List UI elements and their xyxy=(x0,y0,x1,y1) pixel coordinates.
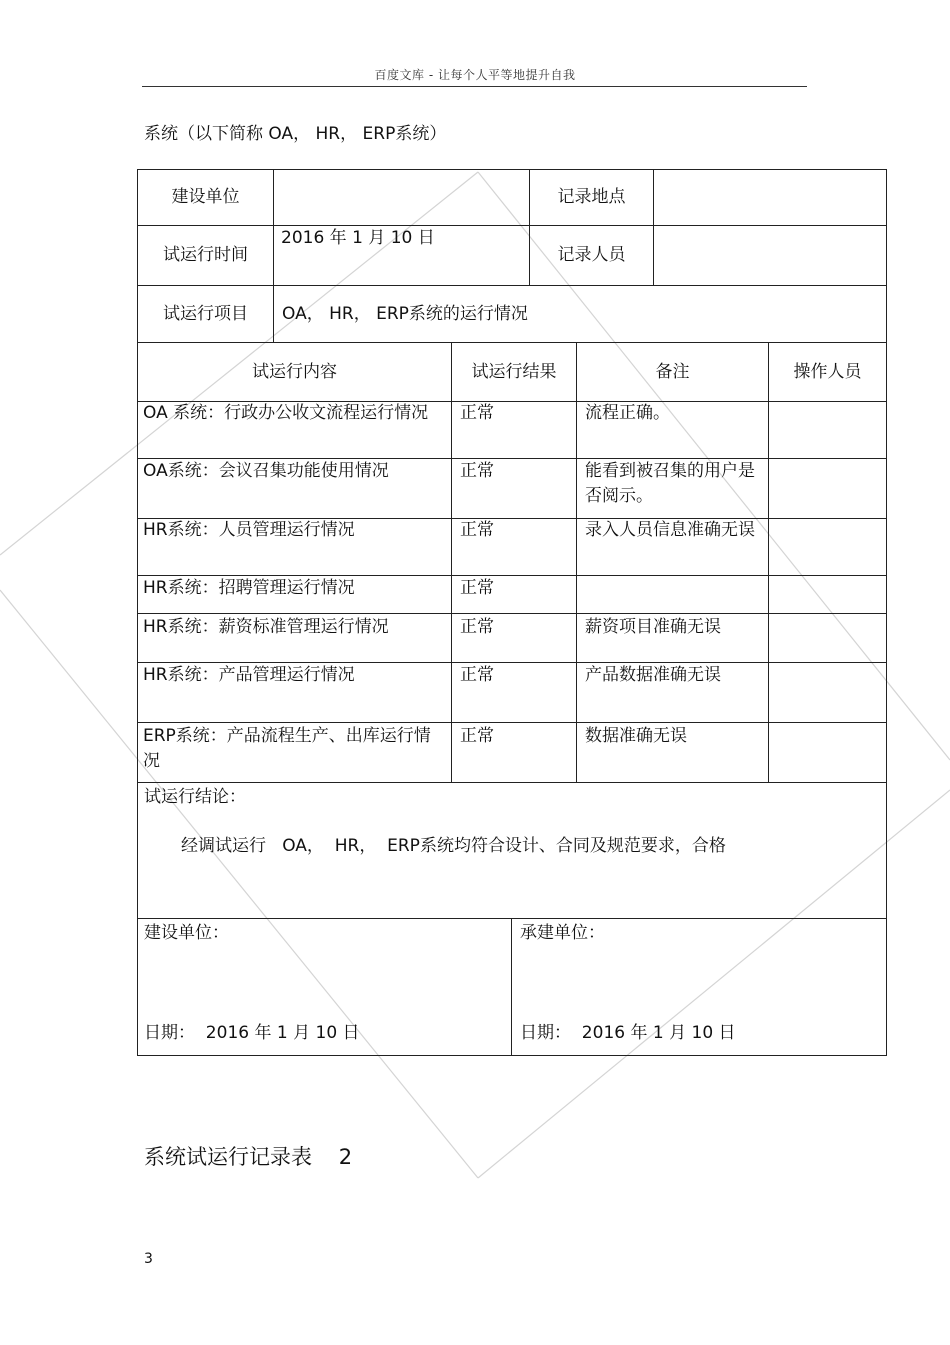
row-operator xyxy=(775,663,880,722)
intro-line: 系统（以下简称 OA， HR， ERP系统） xyxy=(144,124,447,144)
row-note: 薪资项目准确无误 xyxy=(585,617,721,637)
row-result: 正常 xyxy=(460,578,494,598)
recorder-value xyxy=(654,226,886,285)
section-title: 系统试运行记录表 2 xyxy=(144,1145,353,1169)
trial-item-value: OA， HR， ERP系统的运行情况 xyxy=(282,303,528,324)
row-content: ERP系统：产品流程生产、出库运行情况 xyxy=(143,726,431,771)
col-divider xyxy=(511,918,512,1056)
conclusion-label: 试运行结论： xyxy=(144,787,246,807)
record-place-label: 记录地点 xyxy=(557,187,626,207)
row-content: HR系统：招聘管理运行情况 xyxy=(143,578,355,598)
row-result: 正常 xyxy=(460,617,494,637)
row-divider xyxy=(137,722,887,723)
row-note: 能看到被召集的用户是否阅示。 xyxy=(585,461,755,506)
col-divider xyxy=(768,342,769,783)
header-divider xyxy=(142,86,807,87)
page-number: 3 xyxy=(144,1251,153,1267)
row-content: OA 系统：行政办公收文流程运行情况 xyxy=(143,403,429,423)
row-content: HR系统：产品管理运行情况 xyxy=(143,665,355,685)
row-operator xyxy=(775,518,880,575)
row-note: 录入人员信息准确无误 xyxy=(585,520,755,540)
recorder-label: 记录人员 xyxy=(557,245,626,265)
row-note: 数据准确无误 xyxy=(585,726,687,746)
trial-time-label: 试运行时间 xyxy=(163,245,248,265)
row-operator xyxy=(775,459,880,518)
contractor-sign-label: 承建单位： xyxy=(520,923,605,943)
contractor-date: 日期： 2016 年 1 月 10 日 xyxy=(520,1023,736,1043)
row-content: HR系统：薪资标准管理运行情况 xyxy=(143,617,389,637)
row-divider xyxy=(137,613,887,614)
trial-item-label: 试运行项目 xyxy=(163,303,248,324)
conclusion-text: 经调试运行 OA， HR， ERP系统均符合设计、合同及规范要求，合格 xyxy=(181,836,726,856)
col-divider xyxy=(576,342,577,783)
build-unit-label: 建设单位 xyxy=(171,187,240,207)
row-divider xyxy=(137,918,887,919)
row-operator xyxy=(775,615,880,662)
row-result: 正常 xyxy=(460,665,494,685)
page-header: 百度文库 - 让每个人平等地提升自我 xyxy=(374,68,576,82)
build-unit-date: 日期： 2016 年 1 月 10 日 xyxy=(144,1023,360,1043)
row-content: OA系统：会议召集功能使用情况 xyxy=(143,461,389,481)
table-border-bottom xyxy=(137,1055,887,1056)
row-note: 流程正确。 xyxy=(585,403,670,423)
trial-time-value: 2016 年 1 月 10 日 xyxy=(281,228,435,248)
header-result: 试运行结果 xyxy=(471,361,557,382)
row-result: 正常 xyxy=(460,403,494,423)
row-result: 正常 xyxy=(460,520,494,540)
header-note: 备注 xyxy=(655,361,690,382)
row-result: 正常 xyxy=(460,726,494,746)
record-place-value xyxy=(654,170,886,225)
row-note xyxy=(585,576,755,613)
row-result: 正常 xyxy=(460,461,494,481)
col-divider xyxy=(451,342,452,783)
build-unit-value xyxy=(274,170,529,225)
row-operator xyxy=(775,724,880,782)
row-content: HR系统：人员管理运行情况 xyxy=(143,520,355,540)
header-operator: 操作人员 xyxy=(793,361,862,382)
row-divider xyxy=(137,782,887,783)
build-unit-sign-label: 建设单位： xyxy=(144,923,229,943)
row-operator xyxy=(775,576,880,613)
header-content: 试运行内容 xyxy=(252,361,337,382)
row-note: 产品数据准确无误 xyxy=(585,665,721,685)
row-operator xyxy=(775,401,880,458)
